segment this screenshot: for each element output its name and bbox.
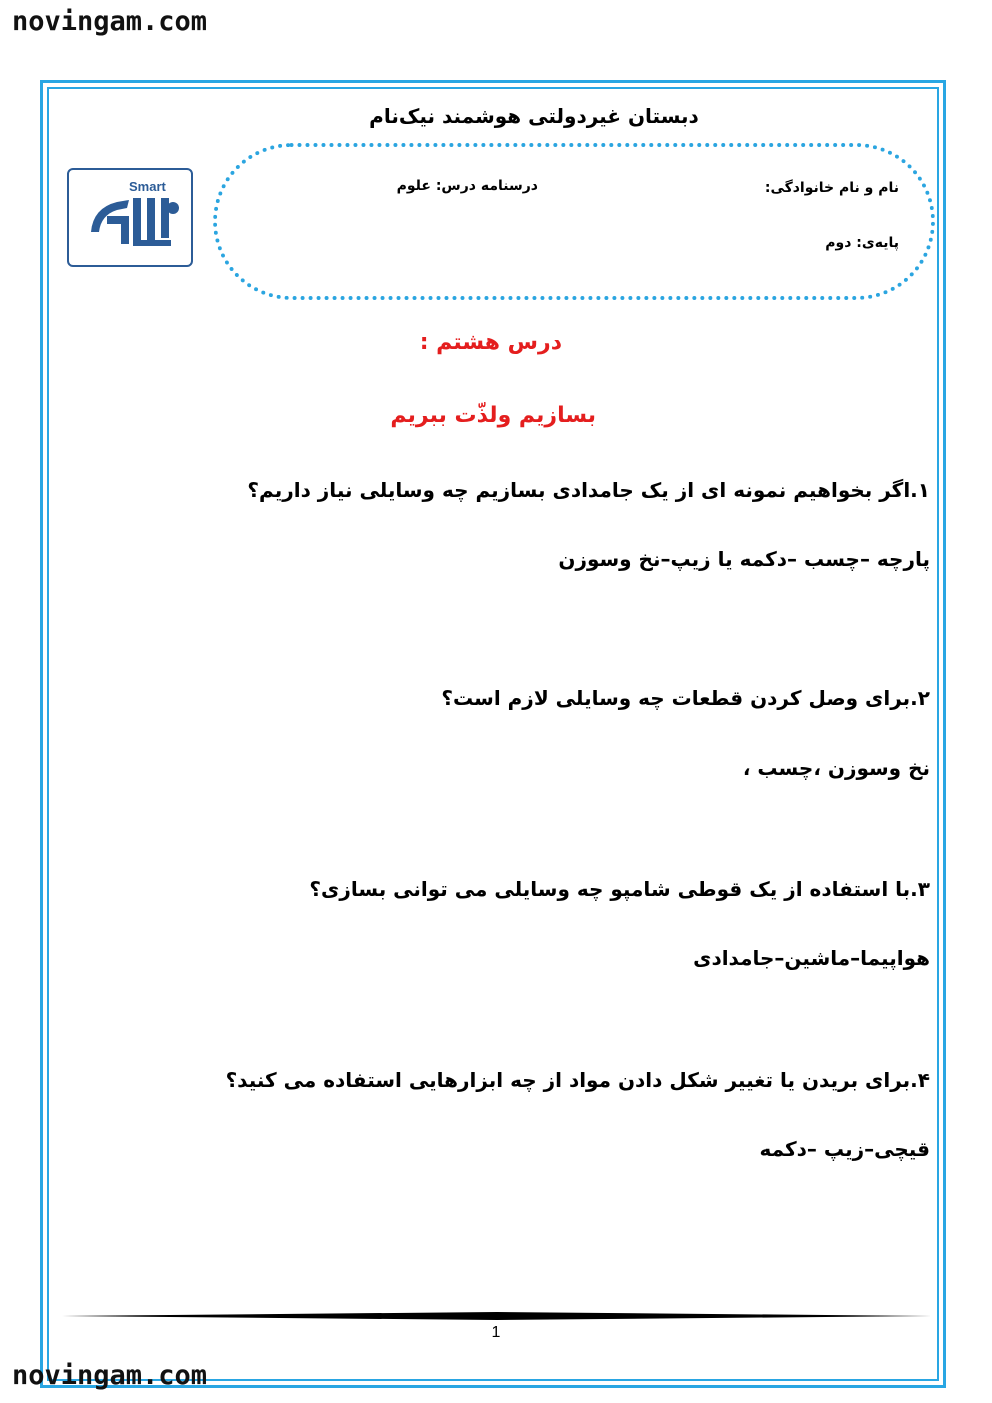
lesson-number: درس هشتم : [419,330,562,355]
subject-label: درسنامه درس: علوم [396,178,538,194]
question-1: ۱.اگر بخواهیم نمونه ای از یک جامدادی بسازیم چه وسایلی نیاز داریم؟ [247,478,930,502]
lesson-title: بسازیم ولذّت ببریم [390,403,596,428]
answer-3: هواپیما–ماشین–جامدادی [693,946,930,970]
student-name-label: نام و نام خانوادگی: [764,180,899,196]
logo-graphic [69,170,191,265]
school-logo [67,168,193,267]
logo-smart-text: Smart [129,179,166,194]
page-number: 1 [491,1324,501,1341]
watermark-bottom: novingam.com [12,1360,208,1391]
footer-divider [62,1312,932,1320]
watermark-top: novingam.com [12,6,208,37]
student-info-box [213,143,935,300]
question-2: ۲.برای وصل کردن قطعات چه وسایلی لازم است؟ [441,686,930,710]
answer-1: پارچه –چسب –دکمه یا زیپ–نخ وسوزن [558,547,930,571]
school-name: دبستان غیردولتی هوشمند نیک‌نام [369,104,699,128]
grade-label: پایه‌ی: دوم [825,235,899,251]
question-4: ۴.برای بریدن یا تغییر شکل دادن مواد از چه ابزارهایی استفاده می کنید؟ [225,1068,930,1092]
answer-4: قیچی–زیپ –دکمه [759,1137,930,1161]
question-3: ۳.با استفاده از یک قوطی شامپو چه وسایلی می توانی بسازی؟ [309,877,930,901]
answer-2: نخ وسوزن ،چسب ، [742,756,930,780]
